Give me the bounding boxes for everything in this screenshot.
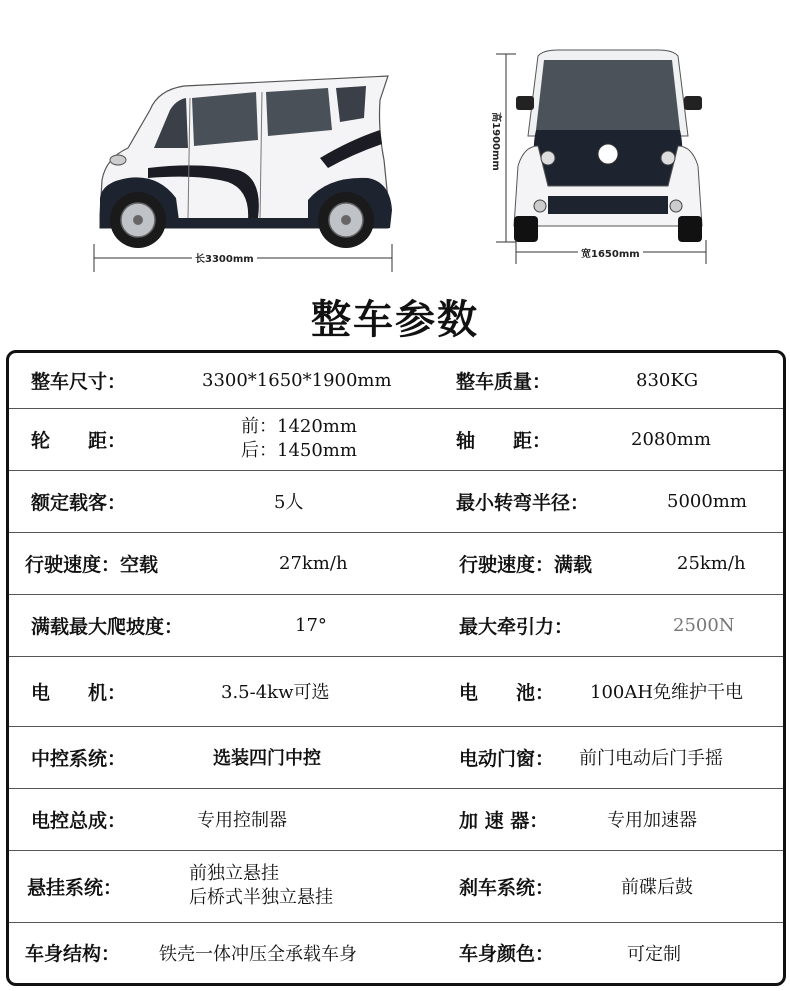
spec-label: 最小转弯半径： [456,491,590,514]
spec-row-controller [9,788,783,851]
spec-label: 行驶速度：满载 [459,553,593,576]
spec-row-climb [9,594,783,657]
spec-value: 5人 [274,492,304,513]
spec-value: 前门电动后门手摇 [579,748,723,769]
spec-label: 最大牵引力： [459,615,574,638]
spec-label: 电 机： [31,681,127,704]
spec-value-rear: 后：1450mm [241,440,357,461]
spec-value-front: 前独立悬挂 [189,863,279,884]
spec-row-motor [9,656,783,727]
spec-value: 3300*1650*1900mm [202,370,392,391]
spec-label: 额定载客： [31,491,127,514]
spec-value-front: 前：1420mm [241,416,357,437]
spec-label: 刹车系统： [459,876,555,899]
spec-value-pair [189,850,333,922]
spec-label: 轴 距： [456,429,552,452]
spec-value: 专用加速器 [607,810,697,831]
spec-label: 车身结构： [25,943,121,965]
spec-label: 车身颜色： [459,943,555,965]
length-label: 长3300mm [192,250,257,265]
spec-row-central-lock [9,726,783,789]
spec-table [6,350,786,986]
spec-row-suspension [9,850,783,923]
spec-label: 加 速 器： [459,809,549,832]
spec-value: 铁壳一体冲压全承载车身 [159,943,357,965]
width-label: 宽1650mm [578,245,643,260]
spec-row-body [9,922,783,983]
spec-label: 悬挂系统： [27,876,123,899]
spec-row-passengers [9,470,783,533]
spec-label: 中控系统： [31,747,127,770]
spec-value: 17° [295,614,327,636]
spec-label: 轮 距： [31,429,127,452]
spec-value-pair [241,408,357,470]
spec-value: 前碟后鼓 [621,877,693,898]
spec-label: 电动门窗： [459,747,555,770]
spec-row-size [9,353,783,409]
spec-value-rear: 后桥式半独立悬挂 [189,887,333,908]
spec-row-track [9,408,783,471]
spec-value: 27km/h [279,552,348,574]
spec-value: 100AH免维护干电 [590,682,744,703]
page-title: 整车参数 [311,297,479,343]
spec-value: 选装四门中控 [213,748,321,769]
spec-label: 满载最大爬坡度： [31,615,184,638]
spec-label: 整车质量： [456,371,552,393]
spec-value: 830KG [636,370,699,391]
spec-value: 25km/h [677,552,746,574]
spec-value: 2500N [673,614,735,636]
spec-value: 专用控制器 [197,810,287,831]
spec-label: 电 池： [459,681,555,704]
spec-label: 整车尺寸： [31,371,127,393]
car-side-view-image [88,70,398,260]
spec-value: 可定制 [627,943,681,965]
car-front-view-image [488,46,718,266]
spec-value: 2080mm [631,428,711,450]
spec-value: 5000mm [667,490,747,512]
spec-value: 3.5-4kw可选 [221,682,330,703]
spec-label: 电控总成： [31,809,127,832]
spec-row-speed [9,532,783,595]
height-label: 高1900mm [490,109,505,174]
spec-label: 行驶速度：空载 [25,553,159,576]
